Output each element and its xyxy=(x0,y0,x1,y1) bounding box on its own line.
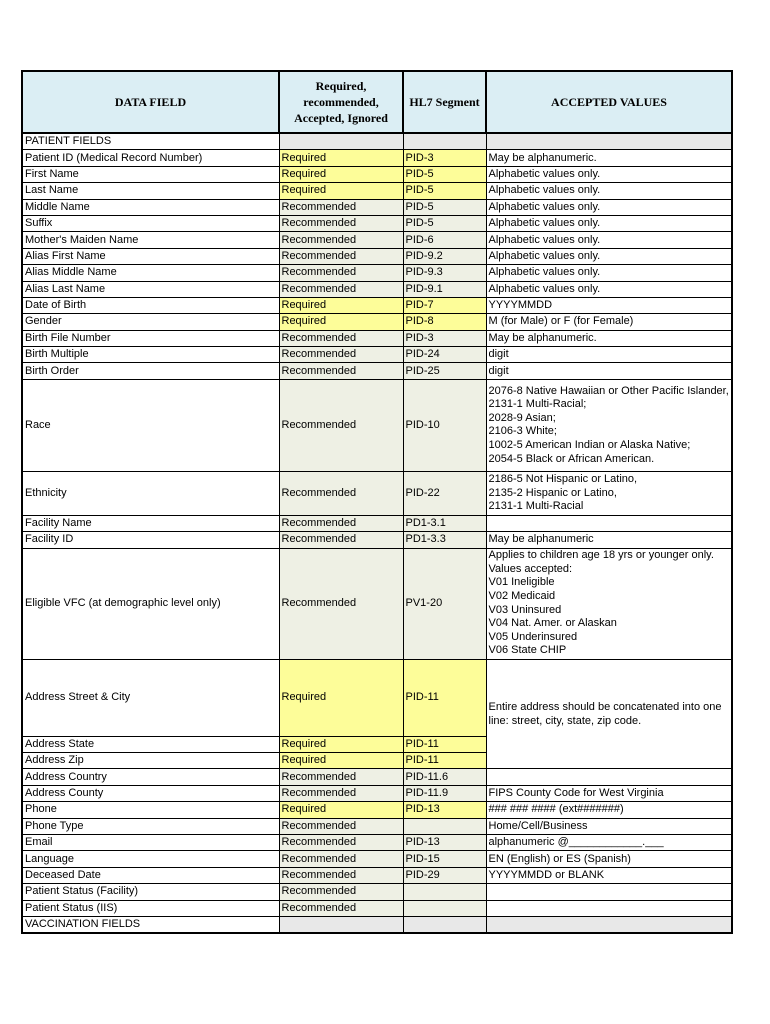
requirement-cell: Required xyxy=(279,166,403,182)
requirement-cell: Recommended xyxy=(279,818,403,834)
data-field-cell: Ethnicity xyxy=(22,471,279,515)
data-field-table-container xyxy=(21,70,731,934)
accepted-value-line: V01 Ineligible xyxy=(488,576,555,589)
table-row xyxy=(22,851,732,867)
data-field-cell: Middle Name xyxy=(22,199,279,215)
data-field-cell: Phone xyxy=(22,802,279,818)
hl7-segment-cell: PID-9.3 xyxy=(403,265,486,281)
requirement-cell: Recommended xyxy=(279,867,403,883)
accepted-value-line: V06 State CHIP xyxy=(488,644,567,657)
data-field-cell: Address Zip xyxy=(22,753,279,769)
table-row xyxy=(22,232,732,248)
hl7-segment-cell: PV1-20 xyxy=(403,548,486,659)
accepted-values-cell: Alphabetic values only. xyxy=(486,199,732,215)
hl7-segment-cell: PID-15 xyxy=(403,851,486,867)
address-accepted-values-cell: Entire address should be concatenated into one line: street, city, state, zip code. xyxy=(486,659,732,769)
hl7-segment-cell: PD1-3.1 xyxy=(403,515,486,531)
accepted-values-cell xyxy=(486,471,732,515)
requirement-cell: Recommended xyxy=(279,347,403,363)
hl7-segment-cell: PID-9.2 xyxy=(403,248,486,264)
accepted-values-cell: Home/Cell/Business xyxy=(486,818,732,834)
header-requirement: Required, recommended, Accepted, Ignored xyxy=(279,71,403,133)
table-row xyxy=(22,548,732,659)
accepted-values-cell: YYYYMMDD xyxy=(486,297,732,313)
data-field-cell: Birth Multiple xyxy=(22,347,279,363)
requirement-cell: Required xyxy=(279,802,403,818)
data-field-cell: Language xyxy=(22,851,279,867)
hl7-segment-cell: PID-5 xyxy=(403,215,486,231)
accepted-value-line: 2186-5 Not Hispanic or Latino, xyxy=(488,472,638,485)
hl7-segment-cell: PID-6 xyxy=(403,232,486,248)
requirement-cell: Required xyxy=(279,150,403,166)
requirement-cell: Required xyxy=(279,297,403,313)
data-field-cell: Address Country xyxy=(22,769,279,785)
table-row xyxy=(22,769,732,785)
accepted-values-cell xyxy=(486,379,732,471)
requirement-cell: Required xyxy=(279,314,403,330)
table-row xyxy=(22,215,732,231)
hl7-segment-cell xyxy=(403,818,486,834)
hl7-segment-cell: PID-5 xyxy=(403,199,486,215)
requirement-cell: Recommended xyxy=(279,900,403,916)
requirement-cell: Recommended xyxy=(279,265,403,281)
table-row xyxy=(22,265,732,281)
header-accepted-values: ACCEPTED VALUES xyxy=(486,71,732,133)
section-empty-cell xyxy=(486,133,732,150)
hl7-segment-cell: PID-13 xyxy=(403,802,486,818)
table-row xyxy=(22,363,732,379)
hl7-segment-cell: PID-8 xyxy=(403,314,486,330)
requirement-cell: Recommended xyxy=(279,215,403,231)
data-field-cell: Alias Last Name xyxy=(22,281,279,297)
requirement-cell: Recommended xyxy=(279,248,403,264)
data-field-cell: Race xyxy=(22,379,279,471)
requirement-cell: Recommended xyxy=(279,363,403,379)
data-field-cell: First Name xyxy=(22,166,279,182)
accepted-values-cell: May be alphanumeric. xyxy=(486,150,732,166)
table-row xyxy=(22,884,732,900)
data-field-cell: Facility ID xyxy=(22,532,279,548)
data-field-cell: Birth File Number xyxy=(22,330,279,346)
accepted-value-line: 2028-9 Asian; xyxy=(488,411,556,424)
table-row xyxy=(22,199,732,215)
accepted-values-cell: M (for Male) or F (for Female) xyxy=(486,314,732,330)
table-row xyxy=(22,150,732,166)
requirement-cell: Recommended xyxy=(279,232,403,248)
table-row xyxy=(22,834,732,850)
data-field-cell: Patient ID (Medical Record Number) xyxy=(22,150,279,166)
data-field-cell: Birth Order xyxy=(22,363,279,379)
requirement-cell: Recommended xyxy=(279,785,403,801)
hl7-segment-cell: PID-5 xyxy=(403,183,486,199)
data-field-cell: Address State xyxy=(22,736,279,752)
requirement-cell: Recommended xyxy=(279,834,403,850)
table-row xyxy=(22,314,732,330)
hl7-segment-cell: PID-3 xyxy=(403,330,486,346)
requirement-cell: Recommended xyxy=(279,330,403,346)
table-row xyxy=(22,802,732,818)
requirement-cell: Recommended xyxy=(279,379,403,471)
accepted-value-line: V05 Underinsured xyxy=(488,630,578,643)
accepted-value-line: 2076-8 Native Hawaiian or Other Pacific Islander, xyxy=(488,384,729,397)
accepted-value-line: Values accepted: xyxy=(488,562,573,575)
requirement-cell: Recommended xyxy=(279,532,403,548)
hl7-segment-cell: PID-9.1 xyxy=(403,281,486,297)
section-empty-cell xyxy=(279,133,403,150)
requirement-cell: Recommended xyxy=(279,769,403,785)
table-row xyxy=(22,347,732,363)
data-field-cell: Eligible VFC (at demographic level only) xyxy=(22,548,279,659)
data-field-cell: Alias First Name xyxy=(22,248,279,264)
data-field-cell: Address Street & City xyxy=(22,659,279,736)
accepted-values-cell: Alphabetic values only. xyxy=(486,215,732,231)
hl7-segment-cell: PID-11 xyxy=(403,736,486,752)
requirement-cell: Required xyxy=(279,753,403,769)
accepted-values-cell: digit xyxy=(486,347,732,363)
hl7-segment-cell: PID-29 xyxy=(403,867,486,883)
accepted-values-cell: Alphabetic values only. xyxy=(486,183,732,199)
data-field-cell: Patient Status (Facility) xyxy=(22,884,279,900)
accepted-values-cell: May be alphanumeric. xyxy=(486,330,732,346)
accepted-value-line: 2135-2 Hispanic or Latino, xyxy=(488,486,617,499)
table-header xyxy=(22,71,732,133)
requirement-cell: Recommended xyxy=(279,884,403,900)
accepted-value-line: 2106-3 White; xyxy=(488,425,557,438)
table-row xyxy=(22,515,732,531)
hl7-segment-cell: PID-25 xyxy=(403,363,486,379)
section-label: VACCINATION FIELDS xyxy=(22,916,279,933)
accepted-value-line: V03 Uninsured xyxy=(488,603,562,616)
hl7-segment-cell: PID-5 xyxy=(403,166,486,182)
section-empty-cell xyxy=(403,133,486,150)
data-field-cell: Address County xyxy=(22,785,279,801)
data-field-cell: Gender xyxy=(22,314,279,330)
hl7-segment-cell: PID-13 xyxy=(403,834,486,850)
accepted-values-cell: Alphabetic values only. xyxy=(486,265,732,281)
table-row xyxy=(22,166,732,182)
accepted-values-cell xyxy=(486,884,732,900)
data-field-cell: Patient Status (IIS) xyxy=(22,900,279,916)
table-row xyxy=(22,900,732,916)
section-empty-cell xyxy=(486,916,732,933)
data-field-cell: Suffix xyxy=(22,215,279,231)
table-row xyxy=(22,867,732,883)
accepted-value-line: 2054-5 Black or African American. xyxy=(488,452,655,465)
hl7-segment-cell: PID-7 xyxy=(403,297,486,313)
requirement-cell: Required xyxy=(279,183,403,199)
data-field-cell: Phone Type xyxy=(22,818,279,834)
table-row xyxy=(22,471,732,515)
hl7-segment-cell xyxy=(403,900,486,916)
table-row xyxy=(22,297,732,313)
hl7-segment-cell: PID-22 xyxy=(403,471,486,515)
data-field-table xyxy=(21,70,733,934)
hl7-segment-cell: PD1-3.3 xyxy=(403,532,486,548)
requirement-cell: Recommended xyxy=(279,199,403,215)
accepted-values-cell xyxy=(486,515,732,531)
hl7-segment-cell: PID-11.9 xyxy=(403,785,486,801)
data-field-cell: Email xyxy=(22,834,279,850)
accepted-values-cell: Alphabetic values only. xyxy=(486,166,732,182)
data-field-cell: Facility Name xyxy=(22,515,279,531)
accepted-value-line: V02 Medicaid xyxy=(488,590,556,603)
requirement-cell: Recommended xyxy=(279,548,403,659)
accepted-values-cell: FIPS County Code for West Virginia xyxy=(486,785,732,801)
data-field-cell: Date of Birth xyxy=(22,297,279,313)
table-body xyxy=(22,133,732,933)
accepted-value-line: 2131-1 Multi-Racial xyxy=(488,500,584,513)
data-field-cell: Alias Middle Name xyxy=(22,265,279,281)
requirement-cell: Recommended xyxy=(279,281,403,297)
accepted-values-cell: digit xyxy=(486,363,732,379)
hl7-segment-cell: PID-11.6 xyxy=(403,769,486,785)
hl7-segment-cell: PID-11 xyxy=(403,659,486,736)
table-row xyxy=(22,659,732,736)
hl7-segment-cell: PID-24 xyxy=(403,347,486,363)
table-row xyxy=(22,248,732,264)
accepted-values-cell: ### ### #### (ext#######) xyxy=(486,802,732,818)
data-field-cell: Last Name xyxy=(22,183,279,199)
requirement-cell: Recommended xyxy=(279,471,403,515)
hl7-segment-cell: PID-11 xyxy=(403,753,486,769)
table-row xyxy=(22,818,732,834)
accepted-values-cell xyxy=(486,900,732,916)
table-row xyxy=(22,330,732,346)
requirement-cell: Recommended xyxy=(279,515,403,531)
table-row xyxy=(22,379,732,471)
accepted-value-line: 1002-5 American Indian or Alaska Native; xyxy=(488,438,691,451)
requirement-cell: Required xyxy=(279,659,403,736)
accepted-value-line: 2131-1 Multi-Racial; xyxy=(488,398,587,411)
requirement-cell: Recommended xyxy=(279,851,403,867)
accepted-values-cell: EN (English) or ES (Spanish) xyxy=(486,851,732,867)
accepted-value-line: Applies to children age 18 yrs or younger only. xyxy=(488,549,714,562)
section-label: PATIENT FIELDS xyxy=(22,133,279,150)
data-field-cell: Mother's Maiden Name xyxy=(22,232,279,248)
accepted-values-cell xyxy=(486,769,732,785)
accepted-values-cell: Alphabetic values only. xyxy=(486,248,732,264)
table-row xyxy=(22,785,732,801)
header-data-field: DATA FIELD xyxy=(22,71,279,133)
accepted-values-cell: YYYYMMDD or BLANK xyxy=(486,867,732,883)
accepted-values-cell: May be alphanumeric xyxy=(486,532,732,548)
table-row xyxy=(22,281,732,297)
table-row xyxy=(22,532,732,548)
accepted-values-cell: alphanumeric @____________.___ xyxy=(486,834,732,850)
section-row-patient xyxy=(22,133,732,150)
section-empty-cell xyxy=(279,916,403,933)
accepted-values-cell: Alphabetic values only. xyxy=(486,281,732,297)
accepted-values-cell xyxy=(486,548,732,659)
hl7-segment-cell xyxy=(403,884,486,900)
hl7-segment-cell: PID-10 xyxy=(403,379,486,471)
header-hl7-segment: HL7 Segment xyxy=(403,71,486,133)
section-row-vaccination xyxy=(22,916,732,933)
data-field-cell: Deceased Date xyxy=(22,867,279,883)
hl7-segment-cell: PID-3 xyxy=(403,150,486,166)
requirement-cell: Required xyxy=(279,736,403,752)
table-row xyxy=(22,183,732,199)
accepted-values-cell: Alphabetic values only. xyxy=(486,232,732,248)
section-empty-cell xyxy=(403,916,486,933)
accepted-value-line: V04 Nat. Amer. or Alaskan xyxy=(488,617,617,630)
